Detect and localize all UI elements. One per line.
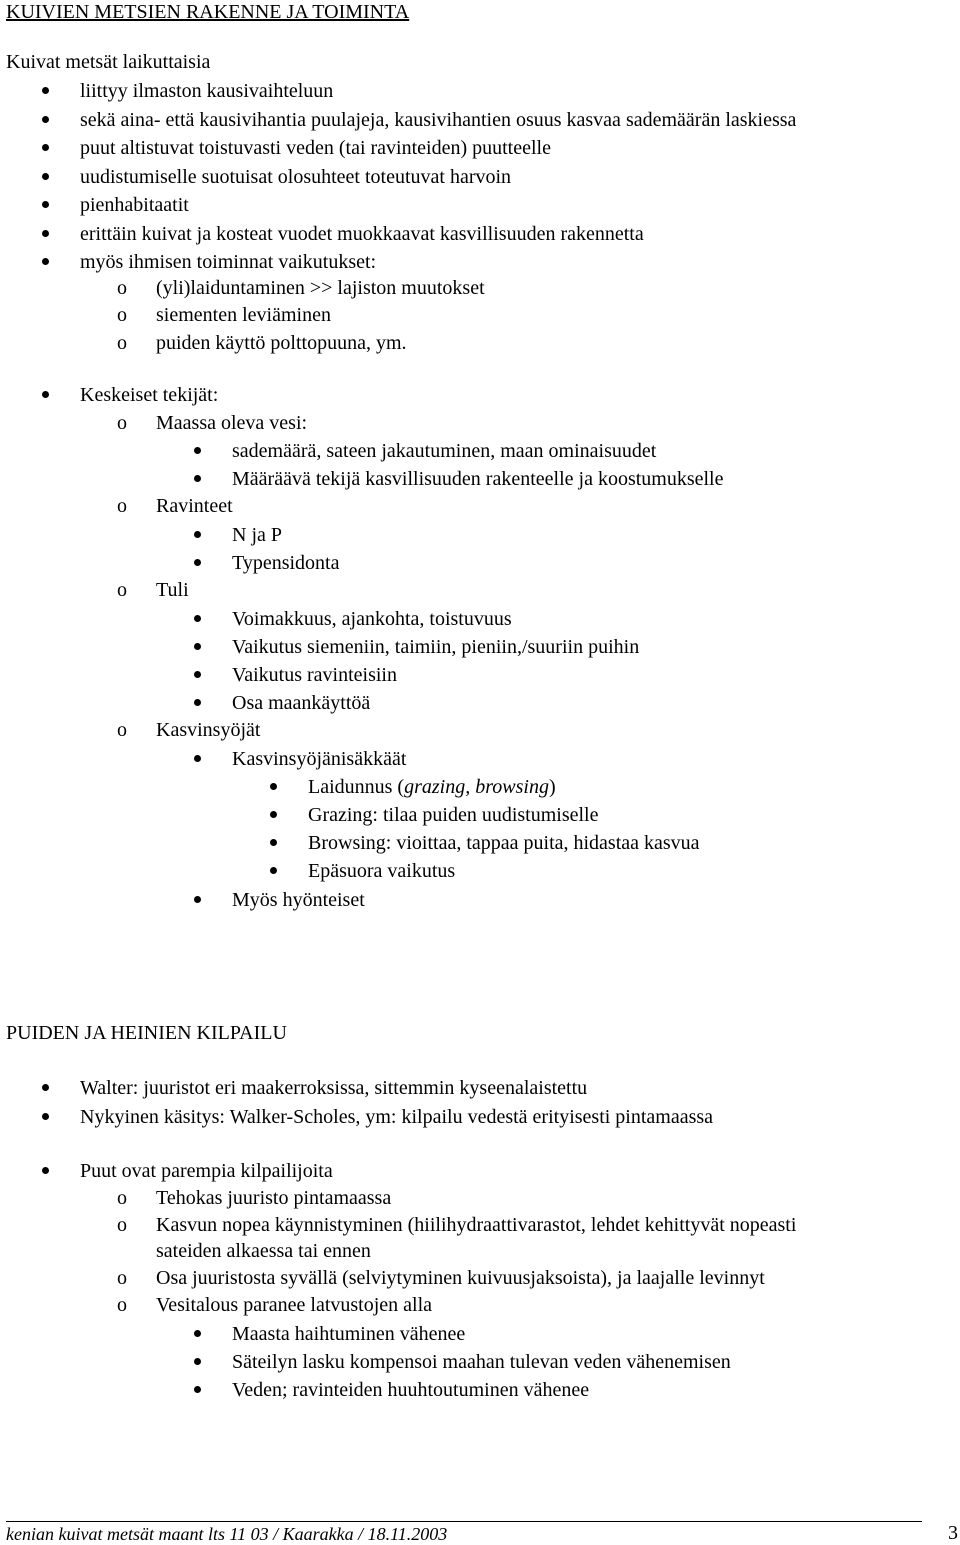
bullet-icon xyxy=(194,1386,201,1393)
bullet-icon xyxy=(42,173,49,180)
bullet-icon xyxy=(42,230,49,237)
list-item: Voimakkuus, ajankohta, toistuvuus xyxy=(232,608,512,630)
list-item: Maasta haihtuminen vähenee xyxy=(232,1323,466,1345)
list-item: liittyy ilmaston kausivaihteluun xyxy=(80,80,334,102)
circle-bullet-icon: o xyxy=(117,1294,127,1316)
bullet-icon xyxy=(42,1113,49,1120)
bullet-icon xyxy=(42,1167,49,1174)
document-title: KUIVIEN METSIEN RAKENNE JA TOIMINTA xyxy=(6,1,410,23)
bullet-icon xyxy=(194,643,201,650)
bullet-icon xyxy=(42,258,49,265)
list-item: Vaikutus ravinteisiin xyxy=(232,664,397,686)
list-item: puut altistuvat toistuvasti veden (tai ravinteiden) puutteelle xyxy=(80,137,551,159)
section-heading: Kuivat metsät laikuttaisia xyxy=(6,51,211,73)
list-subitem: Kasvinsyöjät xyxy=(156,719,261,741)
page-number: 3 xyxy=(948,1522,958,1544)
bullet-icon xyxy=(194,559,201,566)
list-item: myös ihmisen toiminnat vaikutukset: xyxy=(80,251,377,273)
list-item: Browsing: vioittaa, tappaa puita, hidastaa kasvua xyxy=(308,832,700,854)
bullet-icon xyxy=(194,447,201,454)
list-subitem: Maassa oleva vesi: xyxy=(156,412,308,434)
list-item: Puut ovat parempia kilpailijoita xyxy=(80,1160,333,1182)
circle-bullet-icon: o xyxy=(117,719,127,741)
circle-bullet-icon: o xyxy=(117,277,127,299)
list-item: Typensidonta xyxy=(232,552,340,574)
list-subitem: Tuli xyxy=(156,579,189,601)
list-subitem: Tehokas juuristo pintamaassa xyxy=(156,1187,392,1209)
list-item: Määräävä tekijä kasvillisuuden rakenteelle ja koostumukselle xyxy=(232,468,724,490)
circle-bullet-icon: o xyxy=(117,304,127,326)
bullet-icon xyxy=(270,811,277,818)
list-item: Epäsuora vaikutus xyxy=(308,860,456,882)
list-item: pienhabitaatit xyxy=(80,194,189,216)
bullet-icon xyxy=(194,896,201,903)
bullet-icon xyxy=(42,201,49,208)
list-item: Myös hyönteiset xyxy=(232,889,365,911)
bullet-icon xyxy=(194,671,201,678)
bullet-icon xyxy=(194,531,201,538)
bullet-icon xyxy=(194,1358,201,1365)
circle-bullet-icon: o xyxy=(117,412,127,434)
list-item: sademäärä, sateen jakautuminen, maan ominaisuudet xyxy=(232,440,657,462)
list-item: Walter: juuristot eri maakerroksissa, sittemmin kyseenalaistettu xyxy=(80,1077,588,1099)
list-item: Veden; ravinteiden huuhtoutuminen vähenee xyxy=(232,1379,590,1401)
bullet-icon xyxy=(270,839,277,846)
list-item: sekä aina- että kausivihantia puulajeja, kausivihantien osuus kasvaa sademäärän laskiessa xyxy=(80,109,797,131)
list-item: N ja P xyxy=(232,524,282,546)
circle-bullet-icon: o xyxy=(117,1214,127,1236)
bullet-icon xyxy=(42,144,49,151)
circle-bullet-icon: o xyxy=(117,1187,127,1209)
list-subitem: puiden käyttö polttopuuna, ym. xyxy=(156,332,407,354)
circle-bullet-icon: o xyxy=(117,1267,127,1289)
bullet-icon xyxy=(194,475,201,482)
bullet-icon xyxy=(270,783,277,790)
list-item: Kasvinsyöjänisäkkäät xyxy=(232,748,407,770)
circle-bullet-icon: o xyxy=(117,579,127,601)
bullet-icon xyxy=(194,699,201,706)
list-subitem: Osa juuristosta syvällä (selviytyminen kuivuusjaksoista), ja laajalle levinnyt xyxy=(156,1267,765,1289)
list-item: erittäin kuivat ja kosteat vuodet muokkaavat kasvillisuuden rakennetta xyxy=(80,223,644,245)
list-item: Osa maankäyttöä xyxy=(232,692,371,714)
bullet-icon xyxy=(42,1084,49,1091)
bullet-icon xyxy=(42,116,49,123)
list-subitem: siementen leviäminen xyxy=(156,304,331,326)
bullet-icon xyxy=(42,87,49,94)
bullet-icon xyxy=(194,615,201,622)
list-item: Keskeiset tekijät: xyxy=(80,384,219,406)
list-subitem: Vesitalous paranee latvustojen alla xyxy=(156,1294,433,1316)
grazing-prefix: Laidunnus ( xyxy=(308,776,405,798)
circle-bullet-icon: o xyxy=(117,495,127,517)
list-item: Säteilyn lasku kompensoi maahan tulevan veden vähenemisen xyxy=(232,1351,731,1373)
list-item xyxy=(308,775,556,799)
grazing-italic: grazing, browsing xyxy=(404,776,549,798)
list-item: uudistumiselle suotuisat olosuhteet toteutuvat harvoin xyxy=(80,166,512,188)
section-heading: PUIDEN JA HEINIEN KILPAILU xyxy=(6,1022,287,1044)
circle-bullet-icon: o xyxy=(117,332,127,354)
bullet-icon xyxy=(194,1330,201,1337)
bullet-icon xyxy=(42,391,49,398)
footer-divider xyxy=(6,1521,922,1522)
footer-text: kenian kuivat metsät maant lts 11 03 / Kaarakka / 18.11.2003 xyxy=(6,1524,448,1544)
grazing-suffix: ) xyxy=(548,776,556,798)
list-item: Grazing: tilaa puiden uudistumiselle xyxy=(308,804,599,826)
list-item: Nykyinen käsitys: Walker-Scholes, ym: kilpailu vedestä erityisesti pintamaassa xyxy=(80,1106,714,1128)
list-subitem: Kasvun nopea käynnistyminen (hiilihydraattivarastot, lehdet kehittyvät nopeasti xyxy=(156,1214,797,1236)
bullet-icon xyxy=(194,755,201,762)
list-subitem: Ravinteet xyxy=(156,495,233,517)
bullet-icon xyxy=(270,867,277,874)
list-subitem: (yli)laiduntaminen >> lajiston muutokset xyxy=(156,277,485,299)
list-item: Vaikutus siemeniin, taimiin, pieniin,/suuriin puihin xyxy=(232,636,640,658)
list-subitem-continuation: sateiden alkaessa tai ennen xyxy=(156,1240,371,1262)
